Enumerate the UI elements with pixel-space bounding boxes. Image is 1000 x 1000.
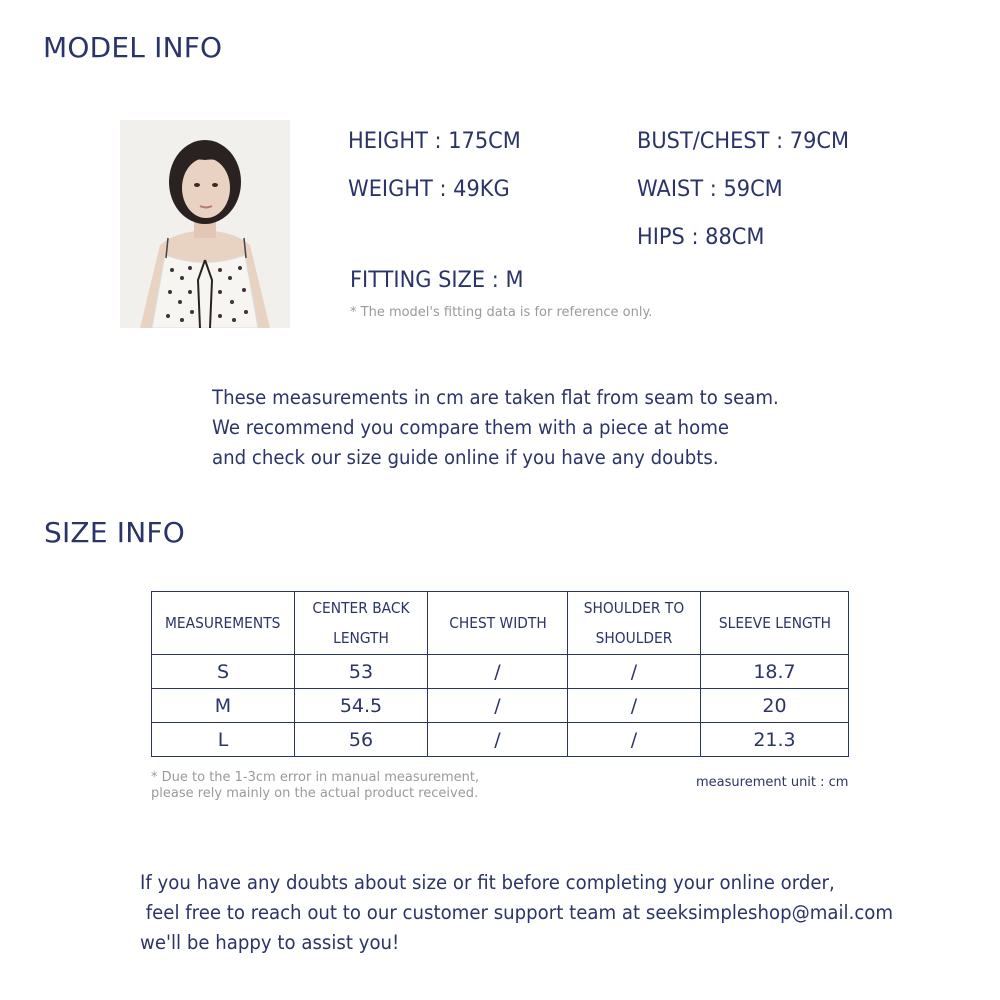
sleeve-length-value: 18.7 [701,655,849,689]
column-header-chest-width: CHEST WIDTH [428,592,568,655]
model-weight: WEIGHT : 49KG [348,176,510,202]
model-height: HEIGHT : 175CM [348,128,521,154]
model-bust: BUST/CHEST : 79CM [637,128,850,154]
measurement-error-note [151,770,479,802]
table-row [152,655,849,689]
chest-width-value: / [428,723,568,757]
model-figure-icon [120,120,290,328]
size-info-title: SIZE INFO [44,516,185,549]
center-back-length-value: 56 [295,723,428,757]
size-table [151,591,849,757]
model-info-title: MODEL INFO [43,31,223,64]
size-table-header-row [152,592,849,655]
model-reference-note: * The model's fitting data is for reference only. [350,305,653,320]
contact-text [140,868,950,958]
size-label: L [152,723,295,757]
shoulder-value: / [568,689,701,723]
intro-line-3: and check our size guide online if you have any doubts. [212,446,719,469]
intro-text [212,383,821,473]
sleeve-length-value: 20 [701,689,849,723]
model-waist: WAIST : 59CM [637,176,783,202]
shoulder-value: / [568,655,701,689]
size-label: M [152,689,295,723]
center-back-length-value: 54.5 [295,689,428,723]
intro-line-1: These measurements in cm are taken flat from seam to seam. [212,386,779,409]
model-hips: HIPS : 88CM [637,224,765,250]
column-header-shoulder-to-shoulder: SHOULDER TO SHOULDER [568,592,701,655]
center-back-length-value: 53 [295,655,428,689]
contact-line-2: feel free to reach out to our customer support team at seeksimpleshop@mail.com [140,901,894,924]
shoulder-value: / [568,723,701,757]
chest-width-value: / [428,689,568,723]
column-header-center-back-length: CENTER BACK LENGTH [295,592,428,655]
table-row [152,689,849,723]
chest-width-value: / [428,655,568,689]
model-photo [120,120,290,328]
measurement-error-note-line-1: * Due to the 1-3cm error in manual measurement, [151,770,480,785]
size-label: S [152,655,295,689]
table-row [152,723,849,757]
sleeve-length-value: 21.3 [701,723,849,757]
column-header-measurements: MEASUREMENTS [152,592,295,655]
measurement-unit: measurement unit : cm [696,775,849,790]
contact-line-3: we'll be happy to assist you! [140,931,400,954]
intro-line-2: We recommend you compare them with a piece at home [212,416,730,439]
model-fitting-size: FITTING SIZE : M [350,267,524,293]
contact-line-1: If you have any doubts about size or fit before completing your online order, [140,871,835,894]
measurement-error-note-line-2: please rely mainly on the actual product received. [151,786,479,801]
column-header-sleeve-length: SLEEVE LENGTH [701,592,849,655]
